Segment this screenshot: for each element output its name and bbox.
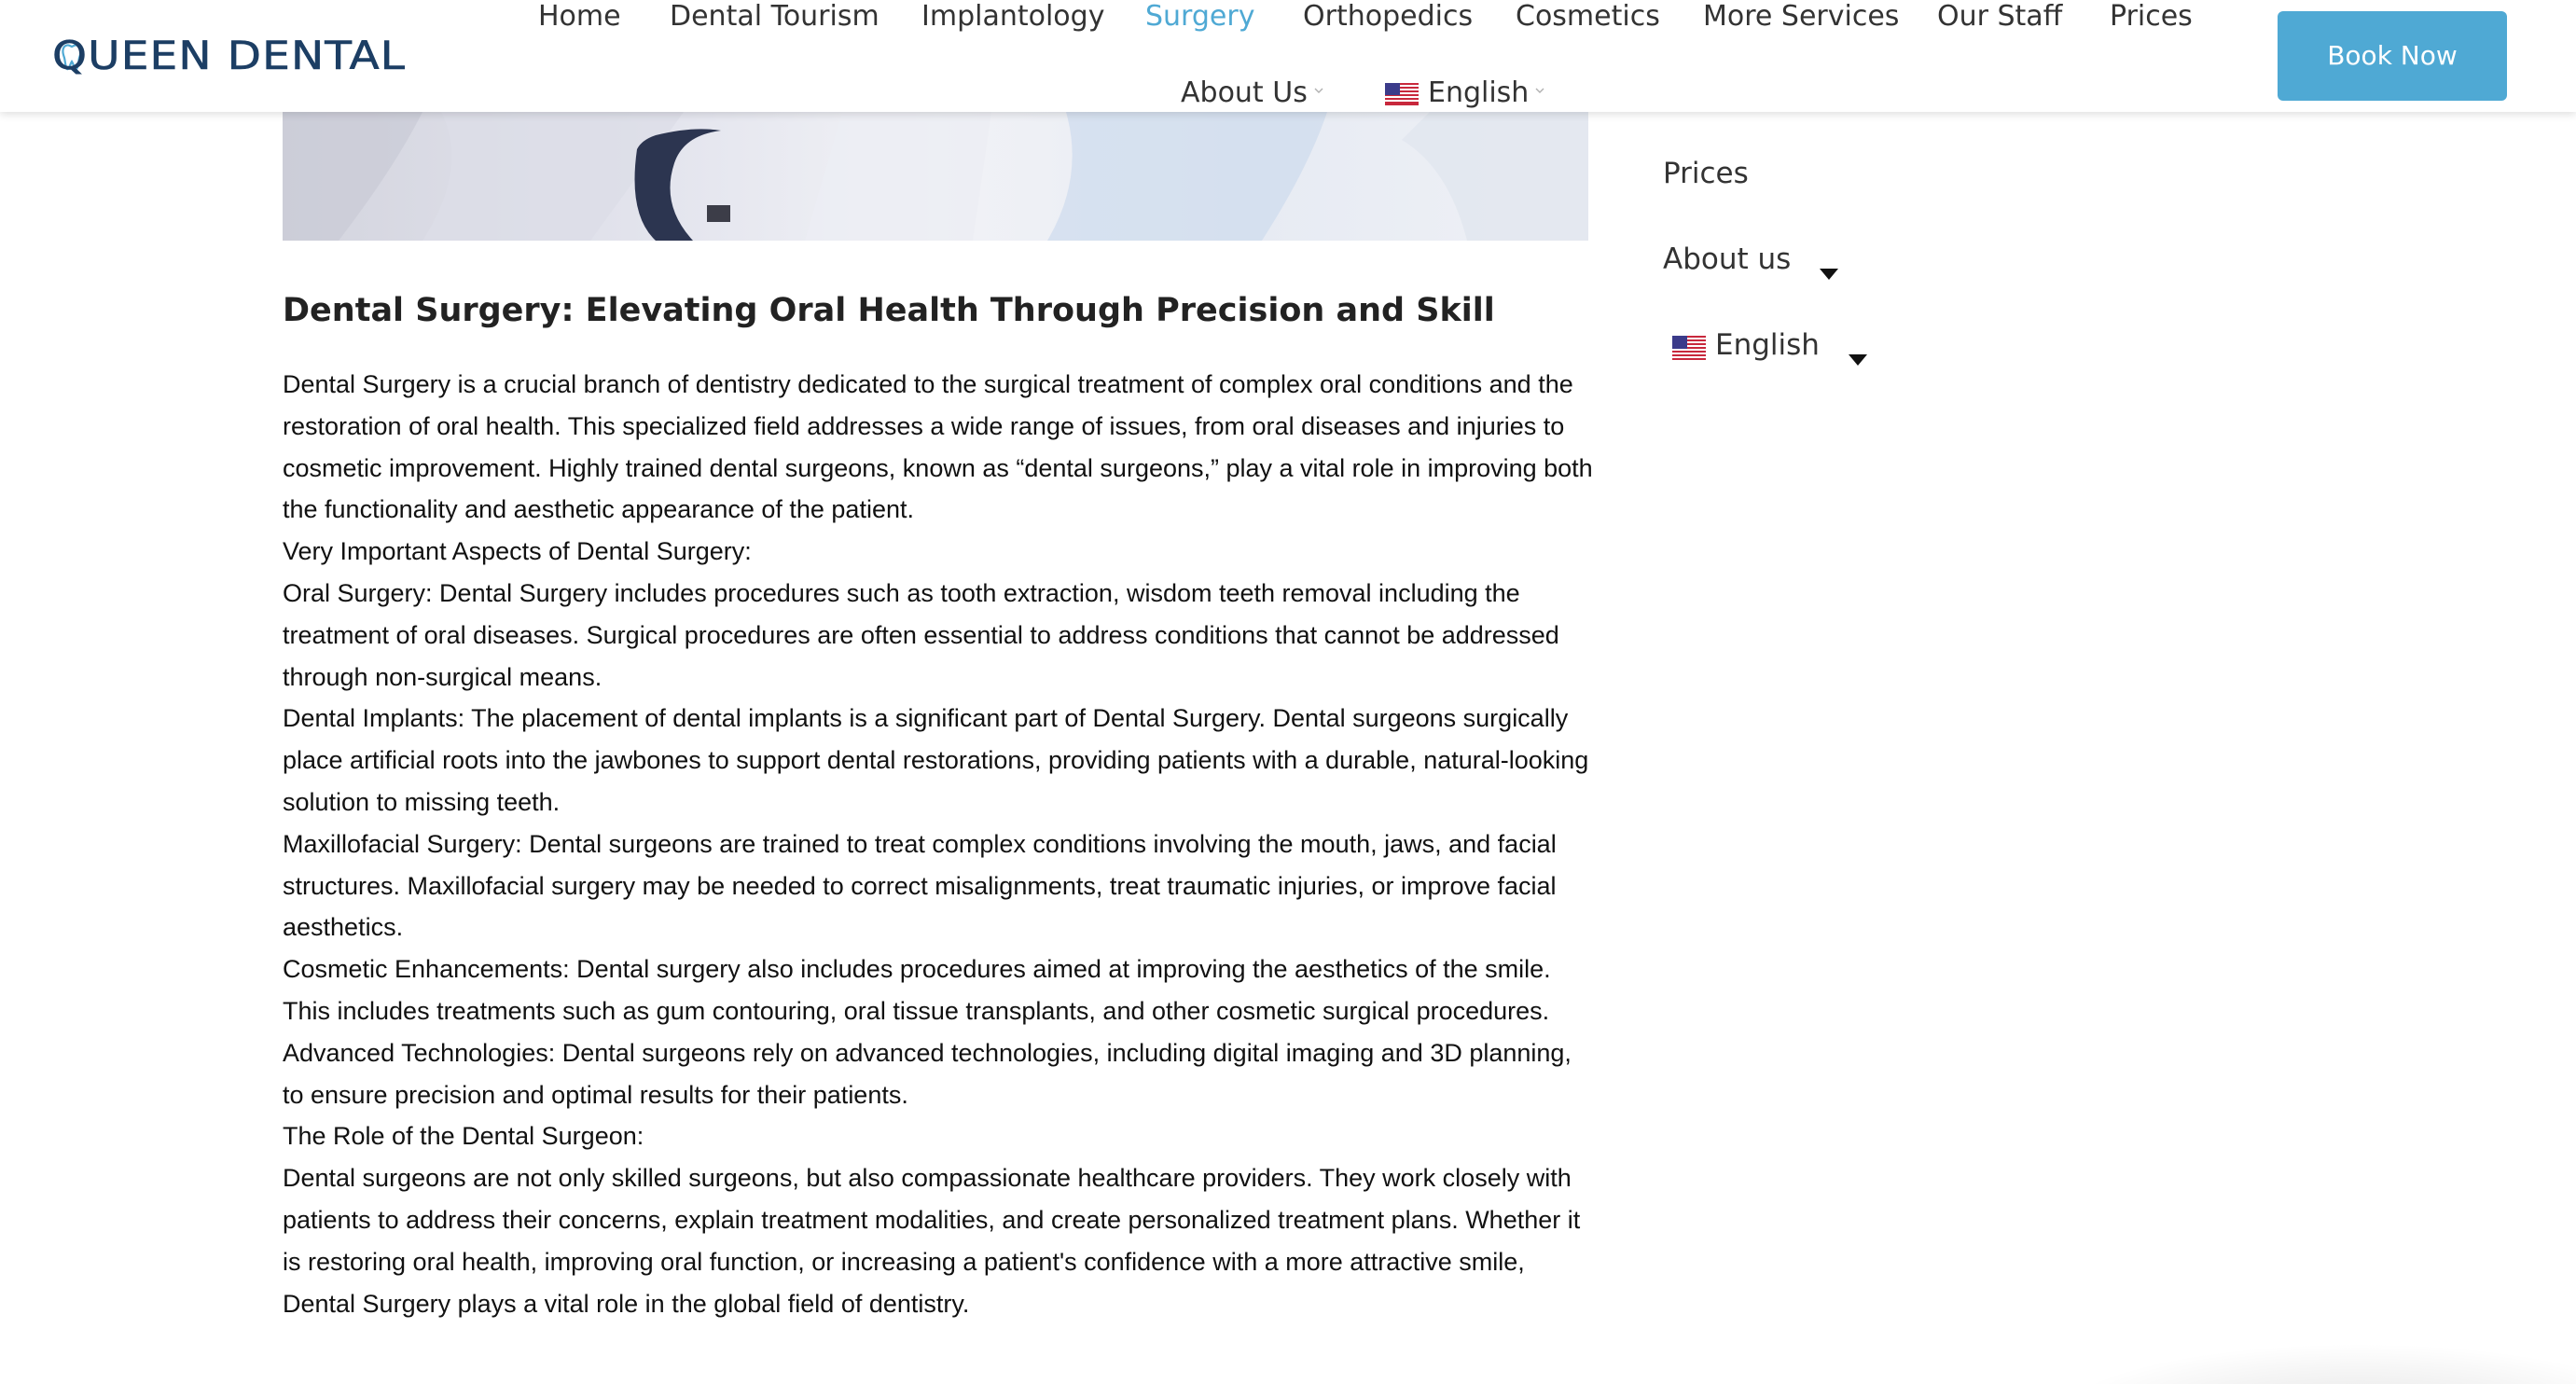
article-paragraph-role: Dental surgeons are not only skilled surgeons, but also compassionate healthcare providers. They work closely with patients to address their concerns, explain treatment modalities, and create personalized treatment plans. Whether it is restoring oral health, improving oral function, or increasing a patient's confidence with a more attractive smile, Dental Surgery plays a vital role in the global field of dentistry. bbox=[283, 1164, 1581, 1318]
article-subheading-role: The Role of the Dental Surgeon: bbox=[283, 1122, 644, 1151]
article-subheading-aspects: Very Important Aspects of Dental Surgery: bbox=[283, 537, 752, 566]
site-header bbox=[0, 0, 2576, 112]
nav-item-orthopedics[interactable]: Orthopedics bbox=[1303, 0, 1474, 33]
nav-item-cosmetics[interactable]: Cosmetics bbox=[1516, 0, 1660, 33]
article-paragraph-maxillofacial: Maxillofacial Surgery: Dental surgeons are trained to treat complex conditions involving the mouth, jaws, and facial structures. Maxillofacial surgery may be needed to correct misalignments, treat traumatic injuries, or improve facial aesthetics. bbox=[283, 829, 1557, 942]
sidebar-item-prices[interactable]: Prices bbox=[1663, 157, 1749, 190]
article bbox=[283, 289, 1598, 1324]
article-paragraph-intro: Dental Surgery is a crucial branch of dentistry dedicated to the surgical treatment of complex oral conditions and the restoration of oral health. This specialized field addresses a wide range of issues, from oral diseases and injuries to cosmetic improvement. Highly trained dental surgeons, known as “dental surgeons,” play a vital role in improving both the functionality and aesthetic appearance of the patient. bbox=[283, 370, 1593, 524]
chevron-down-icon bbox=[1534, 85, 1545, 96]
main-nav bbox=[522, 0, 2229, 112]
sidebar-language-label: English bbox=[1715, 328, 1820, 362]
chevron-down-icon bbox=[1313, 85, 1324, 96]
nav-item-more-services[interactable]: More Services bbox=[1703, 0, 1900, 33]
sidebar-item-about-us[interactable] bbox=[1663, 241, 1839, 278]
caret-down-icon bbox=[1848, 339, 1868, 352]
nav-item-surgery[interactable]: Surgery bbox=[1145, 0, 1255, 33]
nav-item-prices[interactable]: Prices bbox=[2110, 0, 2193, 33]
us-flag-icon bbox=[1385, 80, 1419, 103]
us-flag-icon bbox=[1672, 332, 1706, 356]
article-paragraph-cosmetic: Cosmetic Enhancements: Dental surgery also includes procedures aimed at improving the aesthetics of the smile. This includes treatments such as gum contouring, oral tissue transplants, and other cosmetic surgical procedures. bbox=[283, 955, 1551, 1025]
nav-item-dental-tourism[interactable]: Dental Tourism bbox=[670, 0, 879, 33]
nav-language-label: English bbox=[1428, 76, 1530, 109]
article-paragraph-oral-surgery: Oral Surgery: Dental Surgery includes procedures such as tooth extraction, wisdom teeth removal including the treatment of oral diseases. Surgical procedures are often essential to address conditions that cannot be addressed through non-surgical means. bbox=[283, 578, 1559, 691]
nav-about-us-label: About Us bbox=[1181, 76, 1308, 109]
nav-item-implantology[interactable]: Implantology bbox=[921, 0, 1105, 33]
logo[interactable] bbox=[52, 35, 453, 76]
sidebar-about-us-label: About us bbox=[1663, 242, 1792, 276]
nav-item-home[interactable]: Home bbox=[538, 0, 621, 33]
logo-text: QUEEN DENTAL bbox=[52, 33, 407, 78]
article-paragraph-technologies: Advanced Technologies: Dental surgeons rely on advanced technologies, including digital imaging and 3D planning, to ensure precision and optimal results for their patients. bbox=[283, 1038, 1572, 1109]
article-body bbox=[283, 364, 1598, 1324]
caret-down-icon bbox=[1819, 253, 1839, 266]
sidebar-item-language[interactable] bbox=[1672, 326, 1868, 364]
hero-image bbox=[283, 112, 1588, 241]
book-now-button[interactable]: Book Now bbox=[2278, 11, 2507, 101]
article-paragraph-dental-implants: Dental Implants: The placement of dental implants is a significant part of Dental Surgery. Dental surgeons surgically place artificial roots into the jawbones to support dental restorations, providing patients with a durable, natural-looking solution to missing teeth. bbox=[283, 704, 1589, 816]
chat-widget-shadow bbox=[2052, 1343, 2576, 1384]
nav-item-our-staff[interactable]: Our Staff bbox=[1937, 0, 2063, 33]
nav-item-about-us[interactable] bbox=[1181, 76, 1324, 110]
article-title: Dental Surgery: Elevating Oral Health Through Precision and Skill bbox=[283, 292, 1495, 329]
nav-item-language[interactable] bbox=[1385, 76, 1545, 110]
